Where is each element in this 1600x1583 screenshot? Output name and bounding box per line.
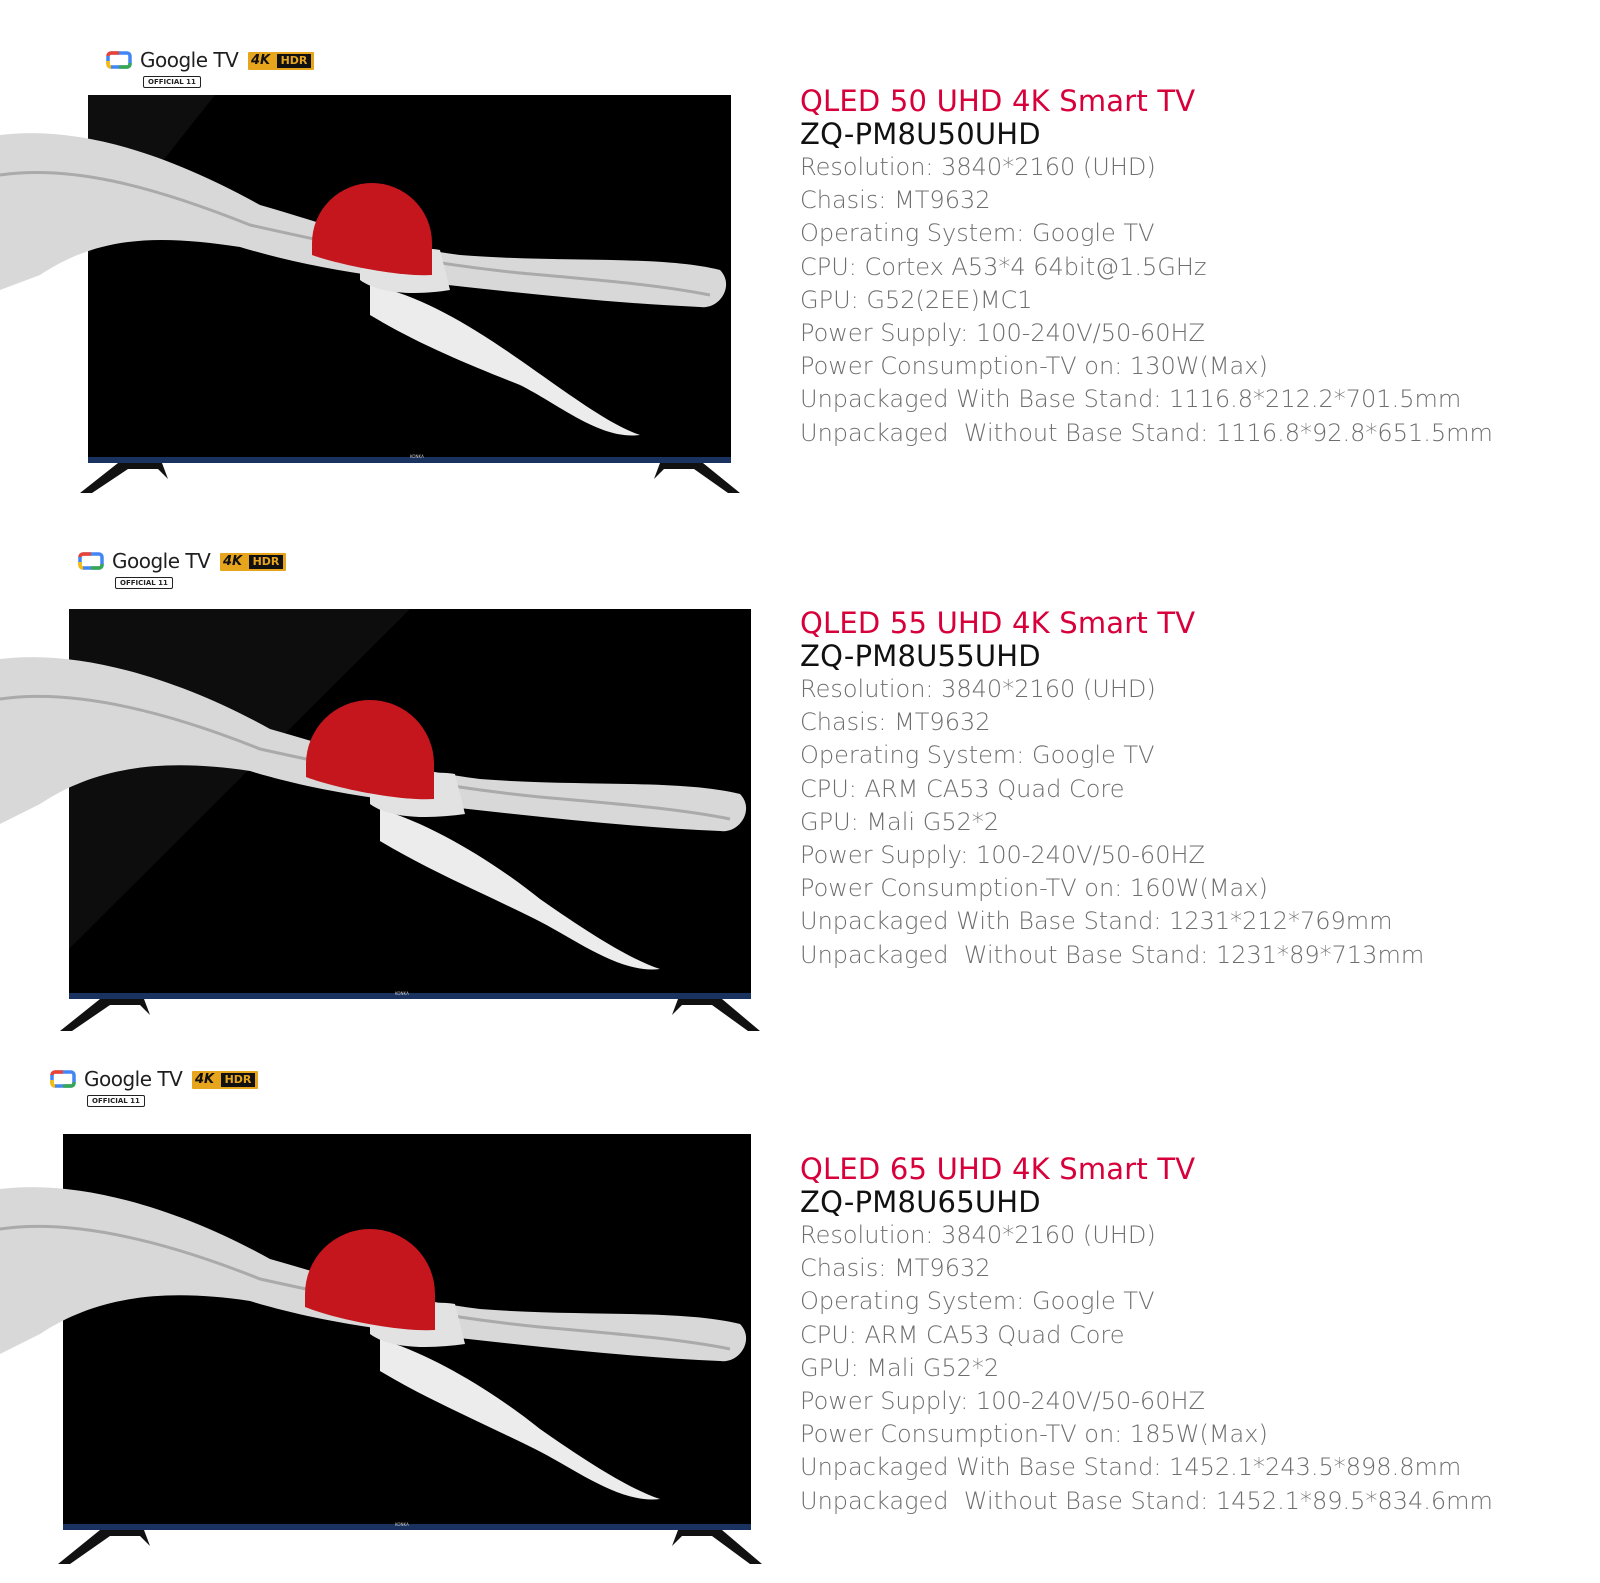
hdr-label: HDR xyxy=(249,555,283,569)
tv-illustration xyxy=(0,1134,760,1574)
spec-cpu: CPU: ARM CA53 Quad Core xyxy=(800,1320,1125,1349)
google-tv-logo-icon xyxy=(50,1070,76,1088)
spec-power-supply: Power Supply: 100-240V/50-60HZ xyxy=(800,319,1205,348)
hdr-label: HDR xyxy=(277,54,311,68)
google-tv-text: Google TV xyxy=(112,549,211,573)
specs-block xyxy=(800,607,1424,972)
spec-size-without-stand: Unpackaged Without Base Stand: 1452.1*89.5*834.6mm xyxy=(800,1486,1493,1515)
spec-power-consumption: Power Consumption-TV on: 160W(Max) xyxy=(800,874,1268,903)
spec-size-with-stand: Unpackaged With Base Stand: 1231*212*769mm xyxy=(800,907,1393,936)
spec-chassis: Chasis: MT9632 xyxy=(800,186,991,215)
spec-gpu: GPU: Mali G52*2 xyxy=(800,1353,1000,1382)
google-tv-text: Google TV xyxy=(84,1067,183,1091)
tv-illustration xyxy=(0,609,760,1039)
google-tv-badge xyxy=(50,1068,270,1114)
tv-image xyxy=(0,95,740,505)
spec-size-with-stand: Unpackaged With Base Stand: 1452.1*243.5*898.8mm xyxy=(800,1453,1462,1482)
4k-hdr-badge xyxy=(248,52,314,70)
4k-hdr-badge xyxy=(220,553,286,571)
spec-size-with-stand: Unpackaged With Base Stand: 1116.8*212.2*701.5mm xyxy=(800,385,1462,414)
spec-size-without-stand: Unpackaged Without Base Stand: 1231*89*713mm xyxy=(800,940,1425,969)
4k-label: 4K xyxy=(251,53,271,68)
specs-block xyxy=(800,85,1493,450)
product-title: QLED 55 UHD 4K Smart TV xyxy=(800,606,1196,640)
spec-size-without-stand: Unpackaged Without Base Stand: 1116.8*92.8*651.5mm xyxy=(800,418,1493,447)
spec-power-consumption: Power Consumption-TV on: 185W(Max) xyxy=(800,1420,1268,1449)
hdr-label: HDR xyxy=(221,1073,255,1087)
specs-block xyxy=(800,1153,1493,1518)
spec-cpu: CPU: ARM CA53 Quad Core xyxy=(800,774,1125,803)
spec-resolution: Resolution: 3840*2160 (UHD) xyxy=(800,1221,1156,1249)
product-model: ZQ-PM8U55UHD xyxy=(800,639,1041,673)
spec-resolution: Resolution: 3840*2160 (UHD) xyxy=(800,675,1156,703)
spec-power-supply: Power Supply: 100-240V/50-60HZ xyxy=(800,1387,1205,1416)
official-label: OFFICIAL 11 xyxy=(115,577,173,589)
4k-hdr-badge xyxy=(192,1071,258,1089)
product-title: QLED 65 UHD 4K Smart TV xyxy=(800,1152,1196,1186)
spec-gpu: GPU: Mali G52*2 xyxy=(800,807,1000,836)
google-tv-badge xyxy=(106,49,326,95)
official-label: OFFICIAL 11 xyxy=(87,1095,145,1107)
google-tv-logo-icon xyxy=(106,51,132,69)
spec-chassis: Chasis: MT9632 xyxy=(800,708,991,737)
google-tv-logo-icon xyxy=(78,552,104,570)
spec-os: Operating System: Google TV xyxy=(800,741,1155,770)
google-tv-badge xyxy=(78,550,298,596)
tv-illustration xyxy=(0,95,740,505)
svg-text:KONKA: KONKA xyxy=(395,1522,409,1527)
tv-image xyxy=(0,1134,760,1574)
product-model: ZQ-PM8U50UHD xyxy=(800,117,1041,151)
official-label: OFFICIAL 11 xyxy=(143,76,201,88)
svg-text:KONKA: KONKA xyxy=(395,991,409,996)
product-model: ZQ-PM8U65UHD xyxy=(800,1185,1041,1219)
spec-os: Operating System: Google TV xyxy=(800,219,1155,248)
product-title: QLED 50 UHD 4K Smart TV xyxy=(800,84,1196,118)
spec-gpu: GPU: G52(2EE)MC1 xyxy=(800,285,1033,314)
4k-label: 4K xyxy=(195,1072,215,1087)
spec-power-consumption: Power Consumption-TV on: 130W(Max) xyxy=(800,352,1268,381)
4k-label: 4K xyxy=(223,554,243,569)
spec-chassis: Chasis: MT9632 xyxy=(800,1254,991,1283)
spec-resolution: Resolution: 3840*2160 (UHD) xyxy=(800,153,1156,181)
spec-os: Operating System: Google TV xyxy=(800,1287,1155,1316)
tv-image xyxy=(0,609,760,1039)
svg-text:KONKA: KONKA xyxy=(410,454,424,459)
spec-cpu: CPU: Cortex A53*4 64bit@1.5GHz xyxy=(800,252,1207,281)
google-tv-text: Google TV xyxy=(140,48,239,72)
spec-power-supply: Power Supply: 100-240V/50-60HZ xyxy=(800,841,1205,870)
